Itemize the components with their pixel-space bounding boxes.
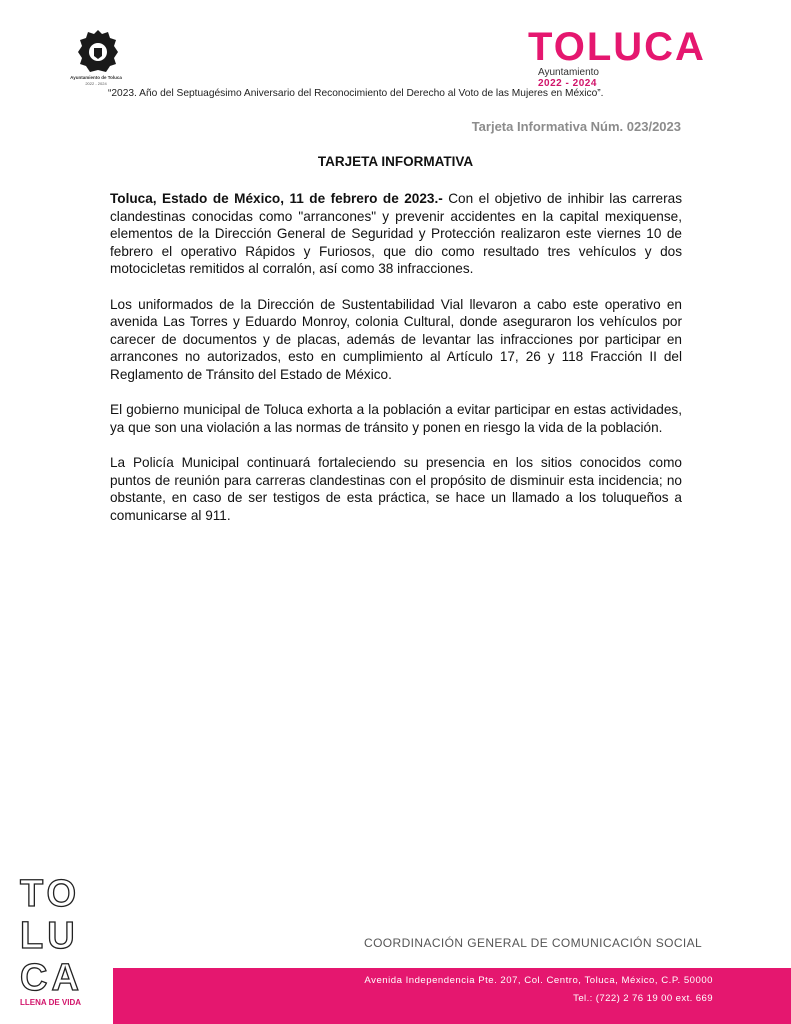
logo-letters-to: TO xyxy=(20,873,81,915)
dateline: Toluca, Estado de México, 11 de febrero de 2023.- xyxy=(110,191,443,206)
logo-letters-lu: LU xyxy=(20,915,79,957)
footer-tagline: LLENA DE VIDA xyxy=(20,998,82,1007)
seal-years: 2022 - 2024 xyxy=(85,81,107,86)
document-body xyxy=(110,190,682,542)
paragraph-1 xyxy=(110,190,682,278)
reference-number: Tarjeta Informativa Núm. 023/2023 xyxy=(471,119,681,134)
document-title: TARJETA INFORMATIVA xyxy=(317,154,474,169)
seal-icon xyxy=(68,28,128,76)
footer-toluca-logo xyxy=(18,868,100,996)
logo-letters-ca: CA xyxy=(20,957,83,996)
logo-word: TOLUCA xyxy=(528,28,706,64)
paragraph-4: La Policía Municipal continuará fortaleciendo su presencia en los sitios conocidos como puntos de reunión para carreras clandestinas con el propósito de disminuir esta incidencia; no obstante, en caso de ser testigos de esta práctica, se hace un llamado a los toluqueños a comunicarse al 911. xyxy=(110,454,682,523)
year-motto: “2023. Año del Septuagésimo Aniversario del Reconocimiento del Derecho al Voto de las Mujeres en México”. xyxy=(108,88,604,99)
paragraph-2: Los uniformados de la Dirección de Sustentabilidad Vial llevaron a cabo este operativo en avenida Las Torres y Eduardo Monroy, colonia Cultural, donde aseguraron los vehículos por carecer de documentos y de placas, además de levantar las infracciones por participar en arrancones no autorizados, esto en cumplimiento al Artículo 17, 26 y 118 Fracción II del Reglamento de Tránsito del Estado de México. xyxy=(110,296,682,382)
toluca-stacked-logo-icon xyxy=(18,868,100,996)
seal-caption: Ayuntamiento de Toluca xyxy=(70,75,122,80)
logo-period: 2022 - 2024 xyxy=(538,78,597,89)
logo-ayuntamiento: Ayuntamiento xyxy=(538,67,599,78)
footer-phone: Tel.: (722) 2 76 19 00 ext. 669 xyxy=(573,993,713,1004)
paragraph-3: El gobierno municipal de Toluca exhorta a la población a evitar participar en estas actividades, ya que son una violación a las normas de tránsito y ponen en riesgo la vida de la población. xyxy=(110,402,682,435)
footer-address: Avenida Independencia Pte. 207, Col. Centro, Toluca, México, C.P. 50000 xyxy=(364,975,713,986)
paragraph-1-text: Con el objetivo de inhibir las carreras clandestinas conocidas como "arrancones" y prevenir accidentes en la capital mexiquense, elementos de la Dirección General de Seguridad y Protección realizaron este viernes 10 de febrero el operativo Rápidos y Furiosos, que dio como resultado tres vehículos y dos motocicletas remitidos al corralón, así como 38 infracciones. xyxy=(110,191,682,277)
toluca-wordmark-icon xyxy=(528,28,714,64)
toluca-logo xyxy=(528,28,714,64)
footer-department: COORDINACIÓN GENERAL DE COMUNICACIÓN SOCIAL xyxy=(364,936,703,950)
